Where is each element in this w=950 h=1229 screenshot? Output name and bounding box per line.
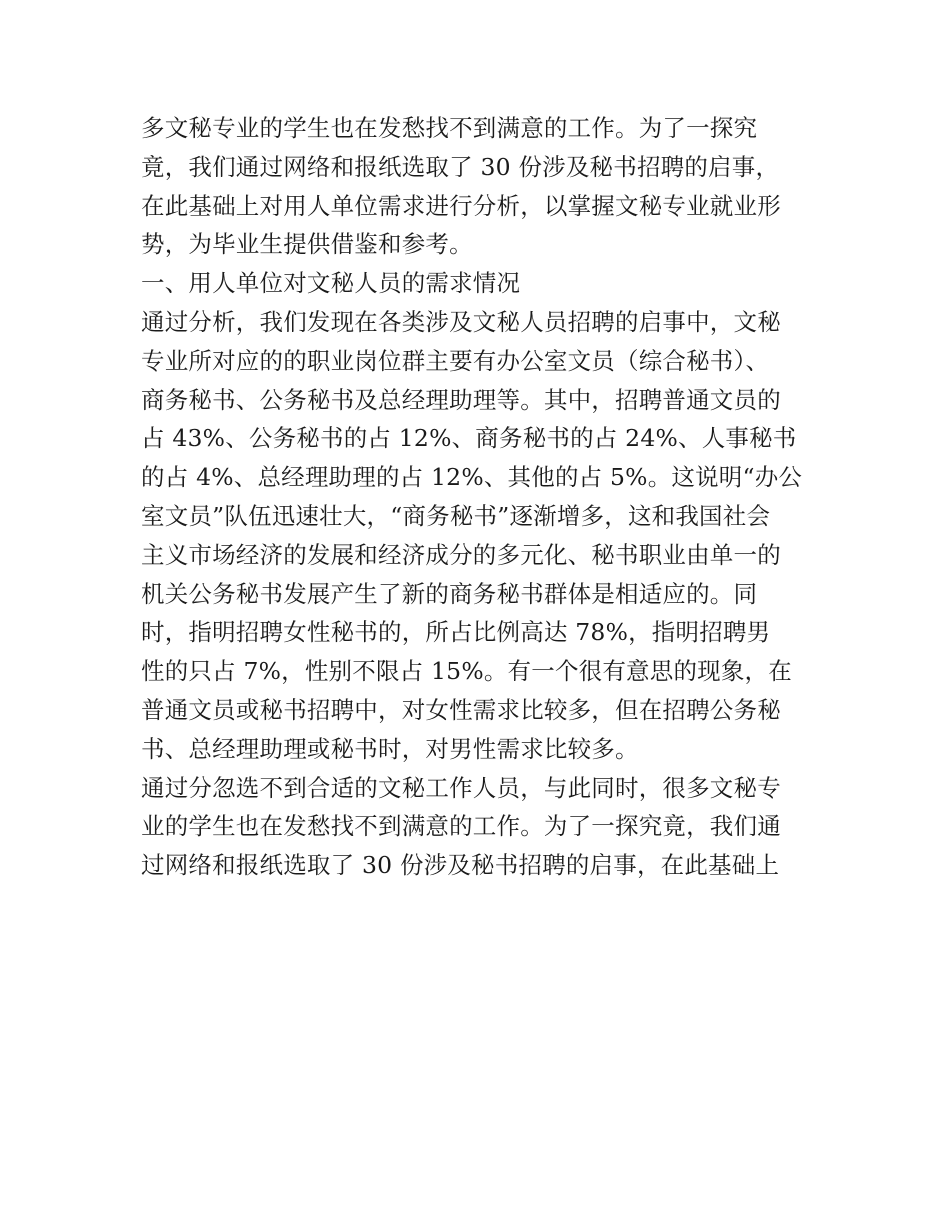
text-line: 专业所对应的的职业岗位群主要有办公室文员（综合秘书）、 (141, 346, 770, 375)
text-line: 势，为毕业生提供借鉴和参考。 (141, 230, 473, 259)
text-line: 过网络和报纸选取了 30 份涉及秘书招聘的启事，在此基础上 (141, 851, 780, 880)
text-line: 竟，我们通过网络和报纸选取了 30 份涉及秘书招聘的启事， (141, 152, 780, 181)
text-line: 通过分忽选不到合适的文秘工作人员，与此同时，很多文秘专 (141, 773, 781, 802)
text-line: 室文员”队伍迅速壮大，“商务秘书”逐渐增多，这和我国社会 (141, 501, 771, 530)
text-line: 业的学生也在发愁找不到满意的工作。为了一探究竟，我们通 (141, 812, 781, 841)
text-line: 书、总经理助理或秘书时，对男性需求比较多。 (141, 734, 639, 763)
text-line: 机关公务秘书发展产生了新的商务秘书群体是相适应的。同 (141, 579, 758, 608)
section-heading: 一、用人单位对文秘人员的需求情况 (141, 269, 521, 298)
body-text (141, 109, 821, 885)
text-line: 性的只占 7%，性别不限占 15%。有一个很有意思的现象，在 (141, 657, 792, 686)
text-line: 的占 4%、总经理助理的占 12%、其他的占 5%。这说明“办公 (141, 463, 803, 492)
text-line: 主义市场经济的发展和经济成分的多元化、秘书职业由单一的 (141, 540, 781, 569)
text-line: 多文秘专业的学生也在发愁找不到满意的工作。为了一探究 (141, 114, 758, 142)
text-line: 在此基础上对用人单位需求进行分析，以掌握文秘专业就业形 (141, 191, 781, 220)
text-line: 通过分析，我们发现在各类涉及文秘人员招聘的启事中，文秘 (141, 307, 781, 336)
text-line: 时，指明招聘女性秘书的，所占比例高达 78%，指明招聘男 (141, 618, 771, 647)
text-line: 普通文员或秘书招聘中，对女性需求比较多，但在招聘公务秘 (141, 695, 781, 724)
text-line: 占 43%、公务秘书的占 12%、商务秘书的占 24%、人事秘书 (141, 424, 797, 453)
text-line: 商务秘书、公务秘书及总经理助理等。其中，招聘普通文员的 (141, 385, 781, 414)
